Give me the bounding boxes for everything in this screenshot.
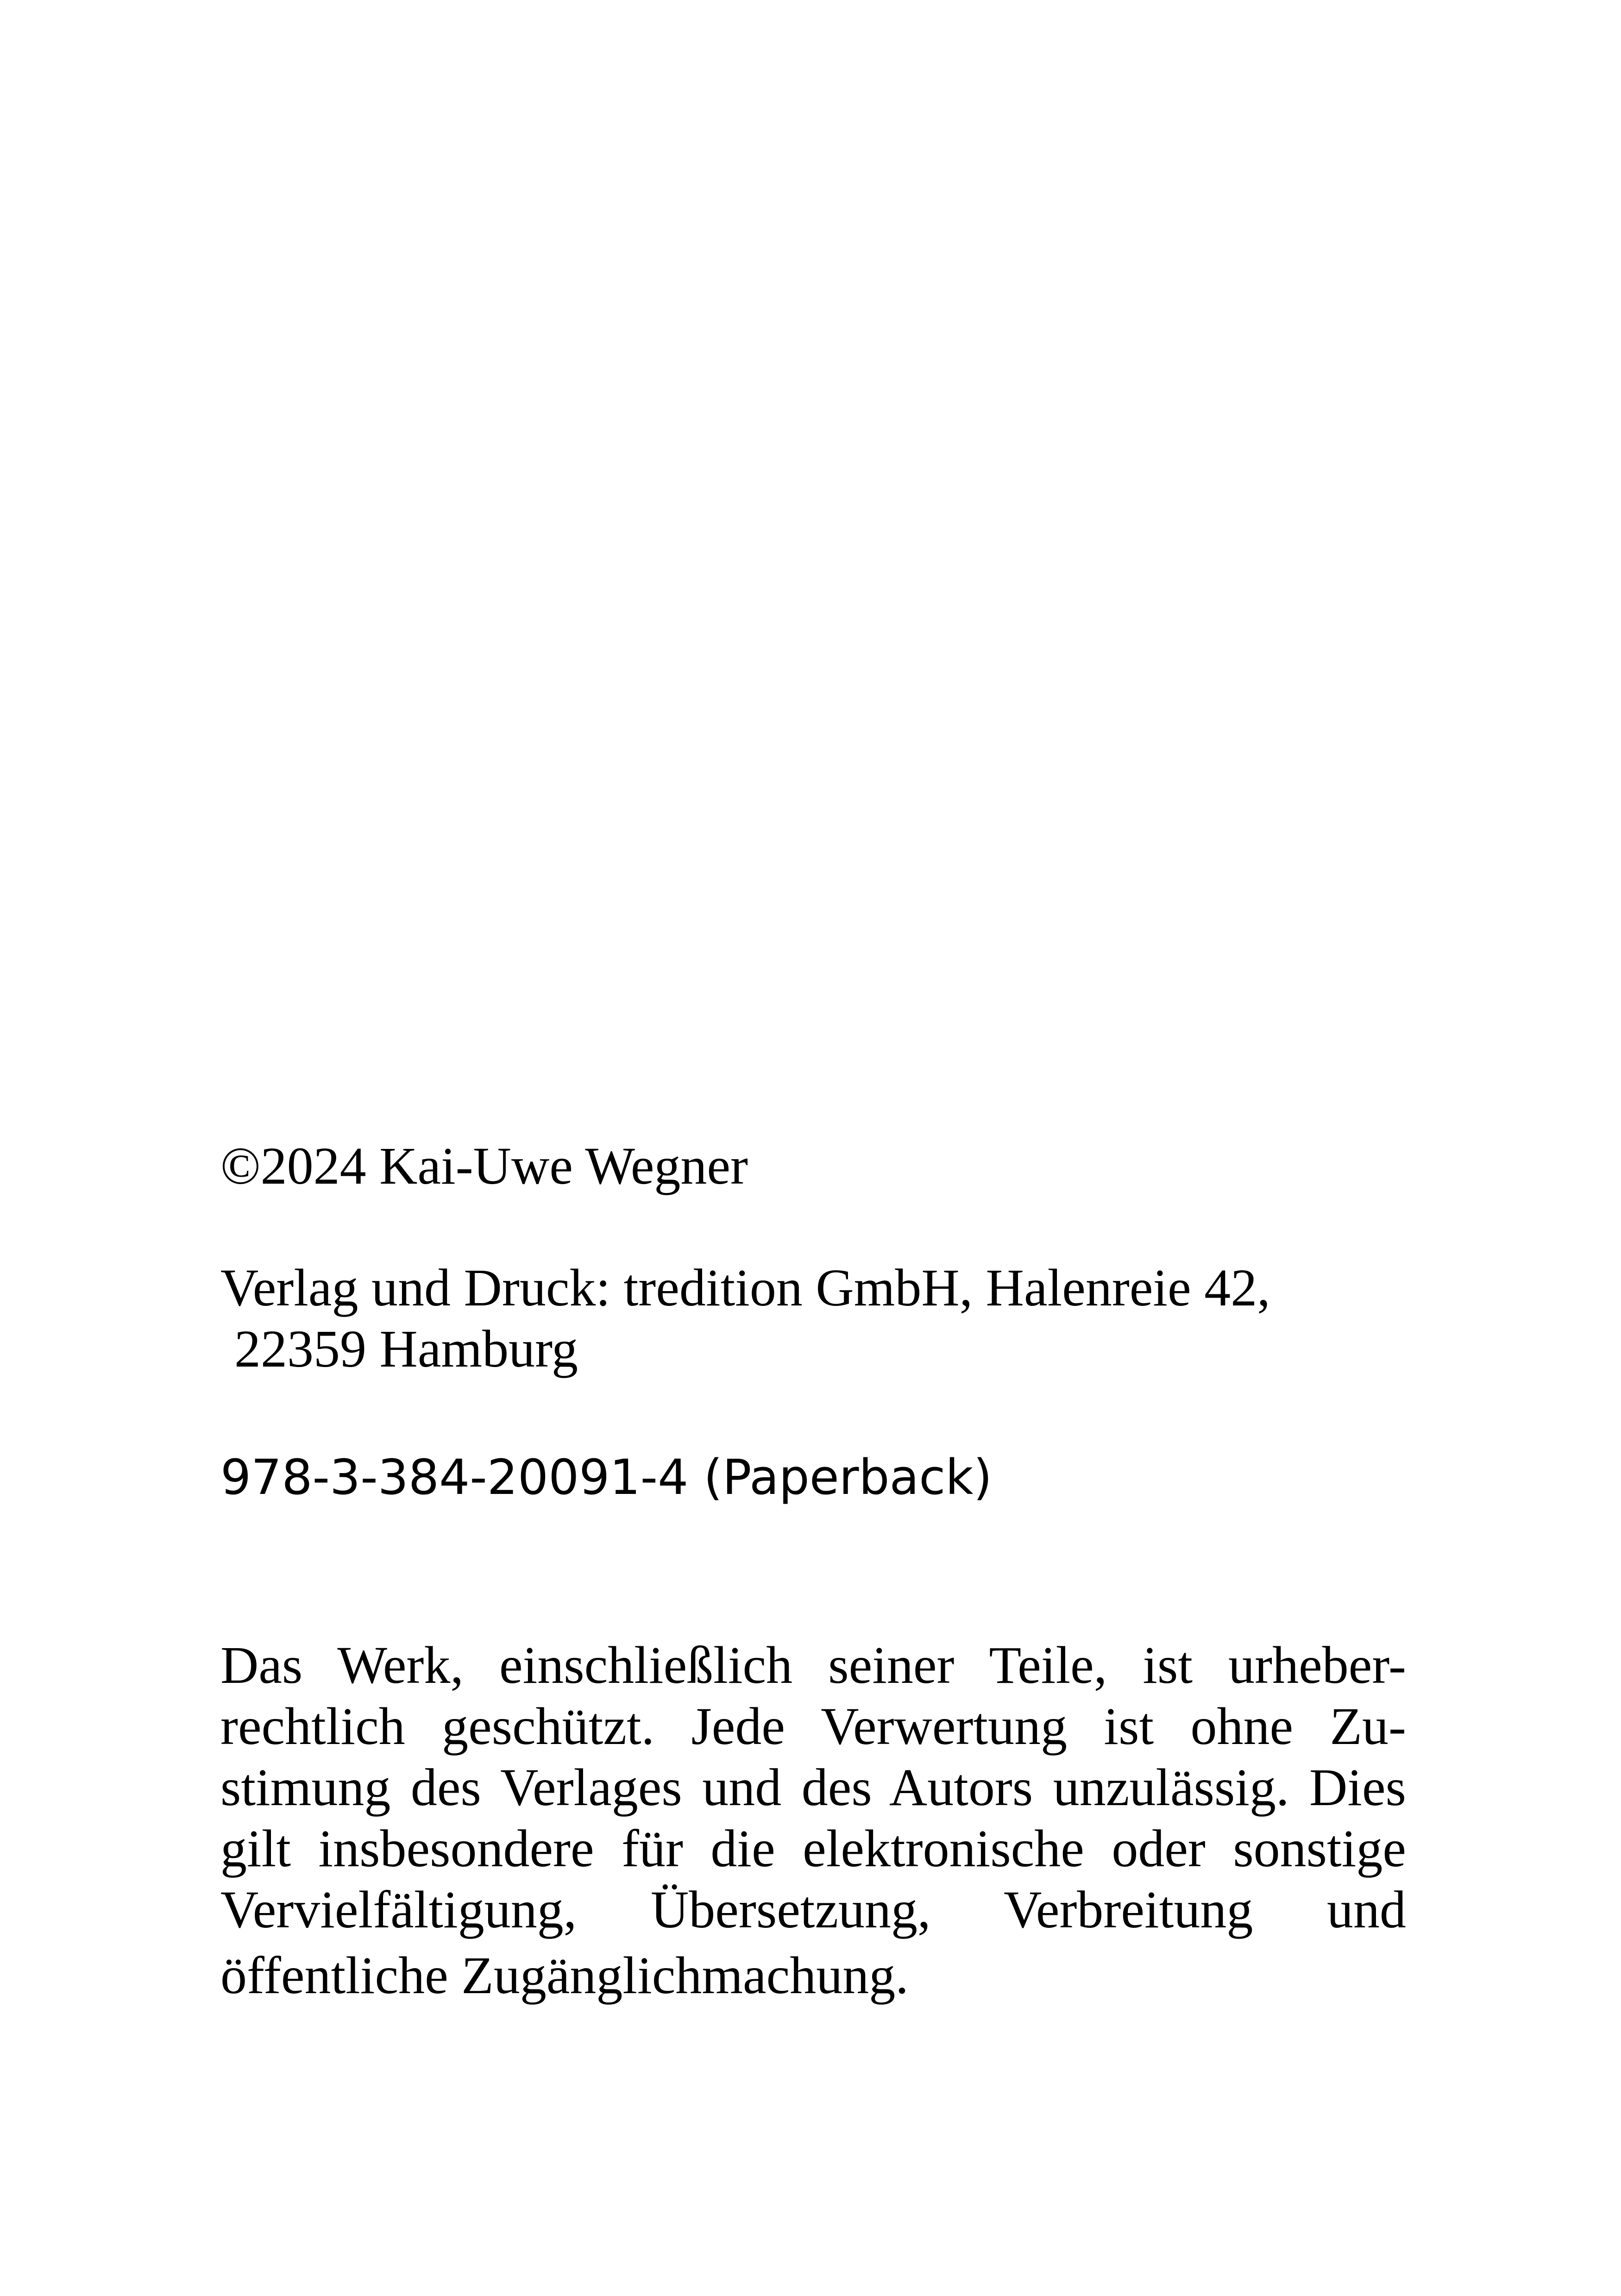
legal-notice-line: öffentliche Zugänglichmachung. <box>220 1946 909 2005</box>
legal-notice-line: Das Werk, einschließlich seiner Teile, ist urheber- <box>220 1636 1406 1694</box>
publisher-line-2: 22359 Hamburg <box>234 1319 578 1378</box>
legal-notice-line: rechtlich geschützt. Jede Verwertung ist ohne Zu- <box>220 1697 1406 1756</box>
copyright-legal-notice <box>220 1635 1406 2006</box>
publisher-info <box>220 1257 1270 1380</box>
publisher-line-1: Verlag und Druck: tredition GmbH, Halenreie 42, <box>220 1258 1270 1317</box>
legal-notice-line: Vervielfältigung, Übersetzung, Verbreitung und <box>220 1880 1406 1939</box>
legal-notice-line: gilt insbesondere für die elektronische oder sonstige <box>220 1819 1406 1878</box>
isbn-number: 978-3-384-20091-4 (Paperback) <box>220 1449 993 1506</box>
copyright-notice: ©2024 Kai-Uwe Wegner <box>220 1136 748 1195</box>
legal-notice-line: stimung des Verlages und des Autors unzulässig. Dies <box>220 1758 1406 1817</box>
